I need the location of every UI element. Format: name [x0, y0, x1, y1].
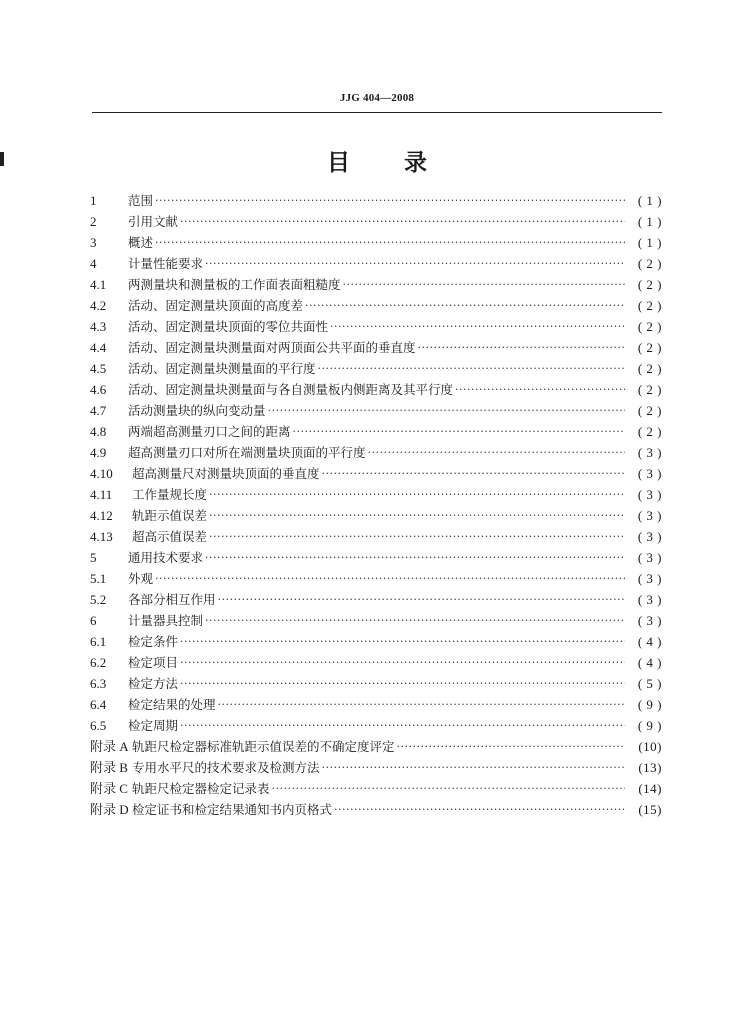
toc-leader-dots — [155, 232, 625, 253]
toc-leader-dots — [180, 673, 625, 694]
toc-entry-label: 活动测量块的纵向变动量 — [128, 403, 266, 418]
toc-entry[interactable] — [90, 379, 662, 400]
toc-entry-number: 6.3 — [90, 676, 107, 691]
toc-entry-label: 检定方法 — [128, 676, 179, 691]
toc-entry[interactable] — [90, 610, 662, 631]
toc-entry-page: (14) — [638, 781, 662, 796]
toc-entry-number: 4.11 — [90, 487, 113, 502]
toc-leader-dots — [180, 631, 625, 652]
toc-entry[interactable] — [90, 442, 662, 463]
toc-entry-label: 检定条件 — [128, 634, 179, 649]
toc-entry[interactable] — [90, 316, 662, 337]
toc-leader-dots — [272, 778, 625, 799]
toc-entry-page: ( 5 ) — [637, 676, 662, 691]
scan-artifact-mark — [0, 152, 4, 166]
toc-entry-page: ( 2 ) — [637, 403, 662, 418]
toc-leader-dots — [205, 610, 625, 631]
toc-entry-page: ( 2 ) — [637, 340, 662, 355]
table-of-contents — [90, 190, 662, 820]
toc-entry-number: 2 — [90, 214, 97, 229]
toc-entry-number: 附录 A — [90, 739, 129, 754]
toc-entry-page: ( 3 ) — [637, 592, 662, 607]
toc-entry-label: 专用水平尺的技术要求及检测方法 — [132, 760, 320, 775]
toc-entry[interactable] — [90, 736, 662, 757]
toc-entry[interactable] — [90, 358, 662, 379]
toc-entry-page: ( 4 ) — [637, 655, 662, 670]
toc-leader-dots — [268, 400, 625, 421]
toc-entry-page: ( 3 ) — [637, 487, 662, 502]
toc-leader-dots — [209, 526, 625, 547]
toc-leader-dots — [334, 799, 625, 820]
toc-entry-number: 4.4 — [90, 340, 107, 355]
toc-entry-page: ( 2 ) — [637, 277, 662, 292]
toc-entry-label: 检定证书和检定结果通知书内页格式 — [132, 802, 333, 817]
toc-entry-page: ( 1 ) — [637, 214, 662, 229]
toc-entry-label: 活动、固定测量块测量面的平行度 — [128, 361, 316, 376]
toc-entry-label: 外观 — [128, 571, 154, 586]
toc-entry-page: ( 2 ) — [637, 361, 662, 376]
toc-leader-dots — [343, 274, 625, 295]
toc-entry-page: ( 4 ) — [637, 634, 662, 649]
toc-entry-label: 检定周期 — [128, 718, 179, 733]
toc-entry-number: 4.12 — [90, 508, 113, 523]
toc-entry-page: ( 2 ) — [637, 424, 662, 439]
toc-leader-dots — [455, 379, 625, 400]
toc-entry-label: 概述 — [128, 235, 154, 250]
toc-entry[interactable] — [90, 421, 662, 442]
toc-entry-number: 4 — [90, 256, 97, 271]
toc-entry[interactable] — [90, 694, 662, 715]
toc-entry-page: ( 3 ) — [637, 529, 662, 544]
page-title — [92, 144, 662, 177]
toc-entry-page: (15) — [638, 802, 662, 817]
toc-leader-dots — [293, 421, 625, 442]
toc-entry-label: 引用文献 — [128, 214, 179, 229]
toc-entry-page: ( 2 ) — [637, 319, 662, 334]
toc-entry-number: 5.1 — [90, 571, 107, 586]
toc-leader-dots — [418, 337, 625, 358]
toc-entry-number: 6.1 — [90, 634, 107, 649]
toc-entry-page: ( 3 ) — [637, 613, 662, 628]
toc-entry-label: 通用技术要求 — [128, 550, 204, 565]
toc-entry-label: 两测量块和测量板的工作面表面粗糙度 — [128, 277, 341, 292]
toc-entry[interactable] — [90, 211, 662, 232]
toc-entry[interactable] — [90, 463, 662, 484]
toc-entry[interactable] — [90, 526, 662, 547]
toc-entry-page: ( 2 ) — [637, 298, 662, 313]
toc-entry-page: ( 3 ) — [637, 550, 662, 565]
toc-leader-dots — [180, 652, 625, 673]
toc-entry-label: 活动、固定测量块测量面对两顶面公共平面的垂直度 — [128, 340, 416, 355]
toc-entry-label: 轨距尺检定器标准轨距示值误差的不确定度评定 — [132, 739, 395, 754]
toc-entry[interactable] — [90, 190, 662, 211]
toc-entry-number: 3 — [90, 235, 97, 250]
toc-leader-dots — [330, 316, 625, 337]
toc-leader-dots — [368, 442, 625, 463]
toc-entry[interactable] — [90, 589, 662, 610]
toc-entry-number: 4.10 — [90, 466, 113, 481]
toc-entry-number: 4.9 — [90, 445, 107, 460]
toc-entry-number: 4.7 — [90, 403, 107, 418]
toc-entry-page: (13) — [638, 760, 662, 775]
toc-entry-number: 附录 B — [90, 760, 128, 775]
toc-entry-number: 4.3 — [90, 319, 107, 334]
toc-entry[interactable] — [90, 400, 662, 421]
toc-entry-number: 6.5 — [90, 718, 107, 733]
toc-entry-label: 两端超高测量刃口之间的距离 — [128, 424, 291, 439]
toc-entry-label: 各部分相互作用 — [128, 592, 216, 607]
toc-entry[interactable] — [90, 673, 662, 694]
title-char-2: 录 — [404, 150, 427, 176]
toc-entry[interactable] — [90, 757, 662, 778]
toc-entry-page: ( 3 ) — [637, 571, 662, 586]
toc-entry-page: ( 2 ) — [637, 256, 662, 271]
header-rule — [92, 112, 662, 113]
toc-entry-page: ( 3 ) — [637, 508, 662, 523]
toc-entry-number: 4.1 — [90, 277, 107, 292]
toc-entry-label: 计量性能要求 — [128, 256, 204, 271]
toc-entry-label: 超高测量刃口对所在端测量块顶面的平行度 — [128, 445, 366, 460]
toc-entry-label: 范围 — [128, 193, 154, 208]
toc-entry[interactable] — [90, 274, 662, 295]
title-char-1: 目 — [327, 150, 350, 176]
toc-entry-page: ( 2 ) — [637, 382, 662, 397]
toc-leader-dots — [209, 484, 625, 505]
toc-entry-number: 1 — [90, 193, 97, 208]
toc-leader-dots — [397, 736, 625, 757]
toc-entry-number: 4.2 — [90, 298, 107, 313]
toc-leader-dots — [155, 190, 625, 211]
toc-entry[interactable] — [90, 652, 662, 673]
toc-leader-dots — [322, 757, 625, 778]
toc-entry-label: 活动、固定测量块顶面的零位共面性 — [128, 319, 329, 334]
toc-entry-number: 4.6 — [90, 382, 107, 397]
toc-entry-number: 附录 D — [90, 802, 129, 817]
toc-leader-dots — [322, 463, 625, 484]
toc-entry-page: ( 1 ) — [637, 193, 662, 208]
toc-entry-label: 超高测量尺对测量块顶面的垂直度 — [132, 466, 320, 481]
toc-leader-dots — [180, 715, 625, 736]
toc-entry-number: 6.4 — [90, 697, 107, 712]
toc-entry-label: 计量器具控制 — [128, 613, 204, 628]
toc-entry-number: 5.2 — [90, 592, 107, 607]
toc-entry-label: 活动、固定测量块测量面与各自测量板内侧距离及其平行度 — [128, 382, 454, 397]
toc-entry[interactable] — [90, 778, 662, 799]
toc-entry-number: 6 — [90, 613, 97, 628]
toc-entry[interactable] — [90, 484, 662, 505]
toc-leader-dots — [209, 505, 625, 526]
toc-entry-number: 6.2 — [90, 655, 107, 670]
toc-entry[interactable] — [90, 631, 662, 652]
toc-entry-number: 附录 C — [90, 781, 128, 796]
toc-entry-page: (10) — [638, 739, 662, 754]
toc-leader-dots — [205, 547, 625, 568]
toc-leader-dots — [205, 253, 625, 274]
toc-leader-dots — [155, 568, 625, 589]
toc-entry-number: 4.13 — [90, 529, 113, 544]
page-header: JJG 404—2008 — [339, 92, 415, 104]
toc-leader-dots — [318, 358, 625, 379]
toc-entry-page: ( 3 ) — [637, 445, 662, 460]
toc-entry-label: 轨距示值误差 — [132, 508, 208, 523]
toc-entry-page: ( 3 ) — [637, 466, 662, 481]
toc-entry[interactable] — [90, 232, 662, 253]
toc-entry-number: 4.8 — [90, 424, 107, 439]
toc-entry-number: 4.5 — [90, 361, 107, 376]
toc-leader-dots — [218, 694, 625, 715]
toc-entry[interactable] — [90, 547, 662, 568]
toc-entry[interactable] — [90, 799, 662, 820]
toc-entry-number: 5 — [90, 550, 97, 565]
toc-leader-dots — [305, 295, 625, 316]
toc-leader-dots — [180, 211, 625, 232]
toc-entry[interactable] — [90, 715, 662, 736]
toc-entry[interactable] — [90, 253, 662, 274]
toc-entry[interactable] — [90, 337, 662, 358]
toc-entry[interactable] — [90, 505, 662, 526]
toc-entry-page: ( 9 ) — [637, 718, 662, 733]
toc-entry-label: 轨距尺检定器检定记录表 — [132, 781, 270, 796]
toc-entry-label: 检定结果的处理 — [128, 697, 216, 712]
toc-entry-label: 超高示值误差 — [132, 529, 208, 544]
toc-leader-dots — [218, 589, 625, 610]
toc-entry-page: ( 9 ) — [637, 697, 662, 712]
toc-entry-page: ( 1 ) — [637, 235, 662, 250]
toc-entry-label: 检定项目 — [128, 655, 179, 670]
toc-entry[interactable] — [90, 568, 662, 589]
toc-entry-label: 工作量规长度 — [132, 487, 208, 502]
toc-entry-label: 活动、固定测量块顶面的高度差 — [128, 298, 304, 313]
toc-entry[interactable] — [90, 295, 662, 316]
